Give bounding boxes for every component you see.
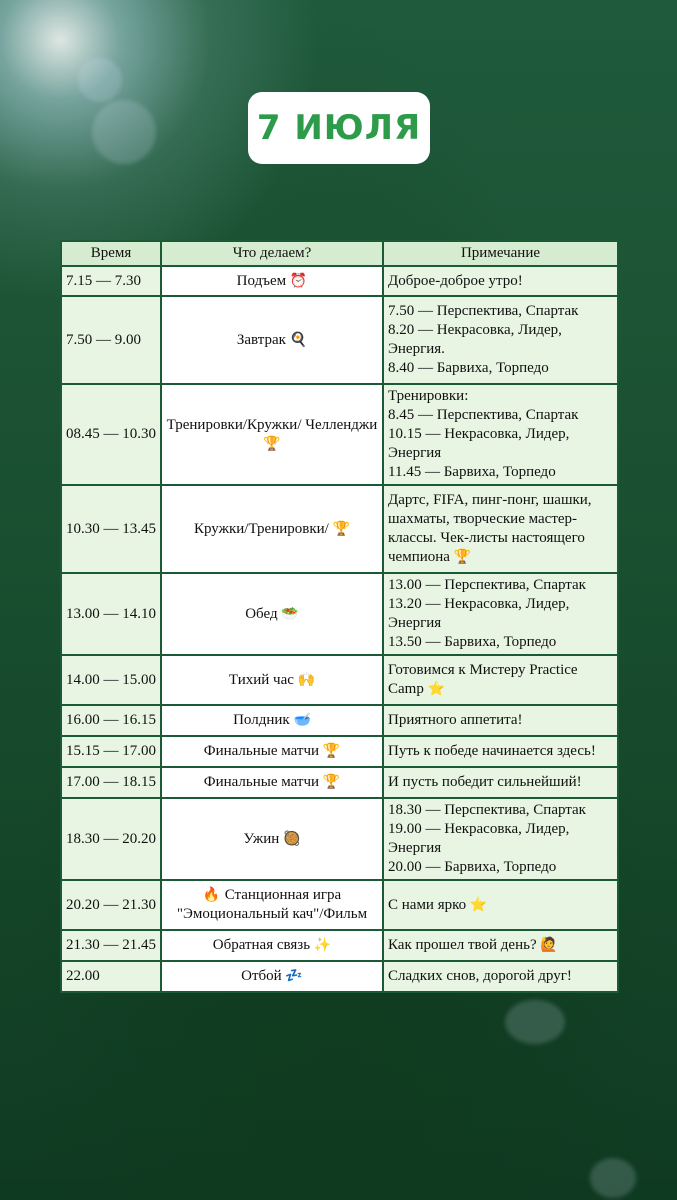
activity-cell (161, 705, 383, 736)
table-row (61, 736, 618, 767)
activity-cell (161, 266, 383, 296)
note-line: 20.00 — Барвиха, Торпедо (388, 859, 557, 875)
note-line: Приятного аппетита! (388, 712, 523, 728)
note-line: 8.45 — Перспектива, Спартак (388, 407, 579, 423)
activity-cell (161, 736, 383, 767)
star-icon: ⭐ (427, 681, 446, 697)
star-icon: ⭐ (469, 896, 488, 913)
table-row (61, 961, 618, 992)
fire-icon: 🔥 (202, 887, 225, 903)
column-header-time: Время (61, 241, 161, 266)
activity-text: Кружки/Тренировки/ (193, 520, 329, 537)
table-header-row (61, 241, 618, 266)
note-cell (383, 961, 618, 992)
lens-flare (590, 1158, 636, 1198)
note-cell (383, 880, 618, 930)
time-cell: 18.30 — 20.20 (61, 798, 161, 880)
trophy-icon: 🏆 (263, 435, 281, 452)
note-cell (383, 573, 618, 655)
note-line: Путь к победе начинается здесь! (388, 743, 596, 759)
time-cell: 22.00 (61, 961, 161, 992)
note-cell (383, 798, 618, 880)
activity-cell (161, 485, 383, 573)
raising-hand-icon: 🙋 (540, 937, 558, 953)
activity-cell (161, 296, 383, 384)
note-line: Сладких снов, дорогой друг! (388, 968, 572, 984)
pan-food-icon: 🥘 (283, 830, 301, 847)
note-cell (383, 930, 618, 961)
table-row (61, 384, 618, 485)
time-cell: 7.15 — 7.30 (61, 266, 161, 296)
bowl-icon: 🥣 (293, 712, 311, 728)
note-line: Как прошел твой день? (388, 937, 537, 953)
activity-cell (161, 655, 383, 705)
activity-text: Финальные матчи (203, 743, 320, 759)
time-cell: 17.00 — 18.15 (61, 767, 161, 798)
activity-cell (161, 798, 383, 880)
activity-text: Ужин (243, 830, 280, 847)
column-header-note: Примечание (383, 241, 618, 266)
note-cell (383, 296, 618, 384)
table-row (61, 573, 618, 655)
note-line: И пусть победит сильнейший! (388, 774, 582, 790)
table-row (61, 266, 618, 296)
note-cell (383, 485, 618, 573)
frying-pan-icon: 🍳 (289, 331, 308, 348)
activity-text: Обед (245, 605, 278, 622)
lens-flare (78, 58, 122, 102)
activity-text: Обратная связь (212, 937, 311, 953)
note-line: 19.00 — Некрасовка, Лидер, Энергия (388, 821, 570, 856)
date-title-badge (248, 92, 430, 164)
lens-flare (505, 1000, 565, 1044)
column-header-activity: Что делаем? (161, 241, 383, 266)
activity-text: Подъем (236, 272, 287, 289)
activity-text: Финальные матчи (203, 774, 320, 790)
note-cell (383, 705, 618, 736)
table-row (61, 655, 618, 705)
note-line: 11.45 — Барвиха, Торпедо (388, 464, 556, 480)
table-row (61, 767, 618, 798)
page-title: 7 ИЮЛЯ (256, 108, 422, 148)
activity-cell (161, 384, 383, 485)
sparkles-icon: ✨ (313, 937, 332, 953)
activity-text: Тренировки/Кружки/ Челленджи (166, 416, 378, 433)
trophy-icon: 🏆 (453, 549, 472, 565)
salad-icon: 🥗 (281, 605, 299, 622)
note-line: 13.20 — Некрасовка, Лидер, Энергия (388, 596, 570, 631)
note-line: 8.40 — Барвиха, Торпедо (388, 360, 549, 376)
table-row (61, 798, 618, 880)
activity-text: Тихий час (228, 671, 294, 688)
note-line: Готовимся к Мистеру Practice Camp (388, 662, 578, 697)
trophy-icon: 🏆 (322, 743, 341, 759)
time-cell: 20.20 — 21.30 (61, 880, 161, 930)
note-line: Дартс, FIFA, пинг-понг, шашки, шахматы, творческие мастер-классы. Чек-листы настоящего чемпиона (388, 492, 592, 565)
note-line: 8.20 — Некрасовка, Лидер, Энергия. (388, 322, 562, 357)
table-row (61, 930, 618, 961)
activity-text: Отбой (241, 968, 282, 984)
note-line: 13.50 — Барвиха, Торпедо (388, 634, 557, 650)
activity-text: Станционная игра "Эмоциональный кач"/Фильм (176, 887, 368, 922)
activity-cell (161, 961, 383, 992)
activity-text: Завтрак (236, 331, 286, 348)
zzz-icon: 💤 (285, 968, 303, 984)
time-cell: 10.30 — 13.45 (61, 485, 161, 573)
note-cell (383, 384, 618, 485)
note-cell (383, 767, 618, 798)
note-cell (383, 736, 618, 767)
lens-flare (92, 100, 156, 164)
table-row (61, 296, 618, 384)
table-row (61, 485, 618, 573)
activity-text: Полдник (233, 712, 290, 728)
raised-hands-icon: 🙌 (297, 671, 316, 688)
note-line: 7.50 — Перспектива, Спартак (388, 303, 579, 319)
note-line: 10.15 — Некрасовка, Лидер, Энергия (388, 426, 570, 461)
note-line: С нами ярко (388, 896, 467, 913)
alarm-clock-icon: ⏰ (289, 272, 308, 289)
table-row (61, 705, 618, 736)
time-cell: 21.30 — 21.45 (61, 930, 161, 961)
activity-cell (161, 767, 383, 798)
trophy-icon: 🏆 (332, 520, 350, 537)
note-cell (383, 655, 618, 705)
table-row (61, 880, 618, 930)
time-cell: 7.50 — 9.00 (61, 296, 161, 384)
activity-cell (161, 930, 383, 961)
time-cell: 16.00 — 16.15 (61, 705, 161, 736)
time-cell: 15.15 — 17.00 (61, 736, 161, 767)
note-line: Тренировки: (388, 388, 469, 404)
note-line: Доброе-доброе утро! (388, 272, 523, 289)
note-line: 18.30 — Перспектива, Спартак (388, 802, 586, 818)
note-cell (383, 266, 618, 296)
time-cell: 08.45 — 10.30 (61, 384, 161, 485)
time-cell: 13.00 — 14.10 (61, 573, 161, 655)
activity-cell (161, 573, 383, 655)
activity-cell (161, 880, 383, 930)
trophy-icon: 🏆 (322, 774, 341, 790)
schedule-table (60, 240, 619, 993)
note-line: 13.00 — Перспектива, Спартак (388, 577, 586, 593)
time-cell: 14.00 — 15.00 (61, 655, 161, 705)
